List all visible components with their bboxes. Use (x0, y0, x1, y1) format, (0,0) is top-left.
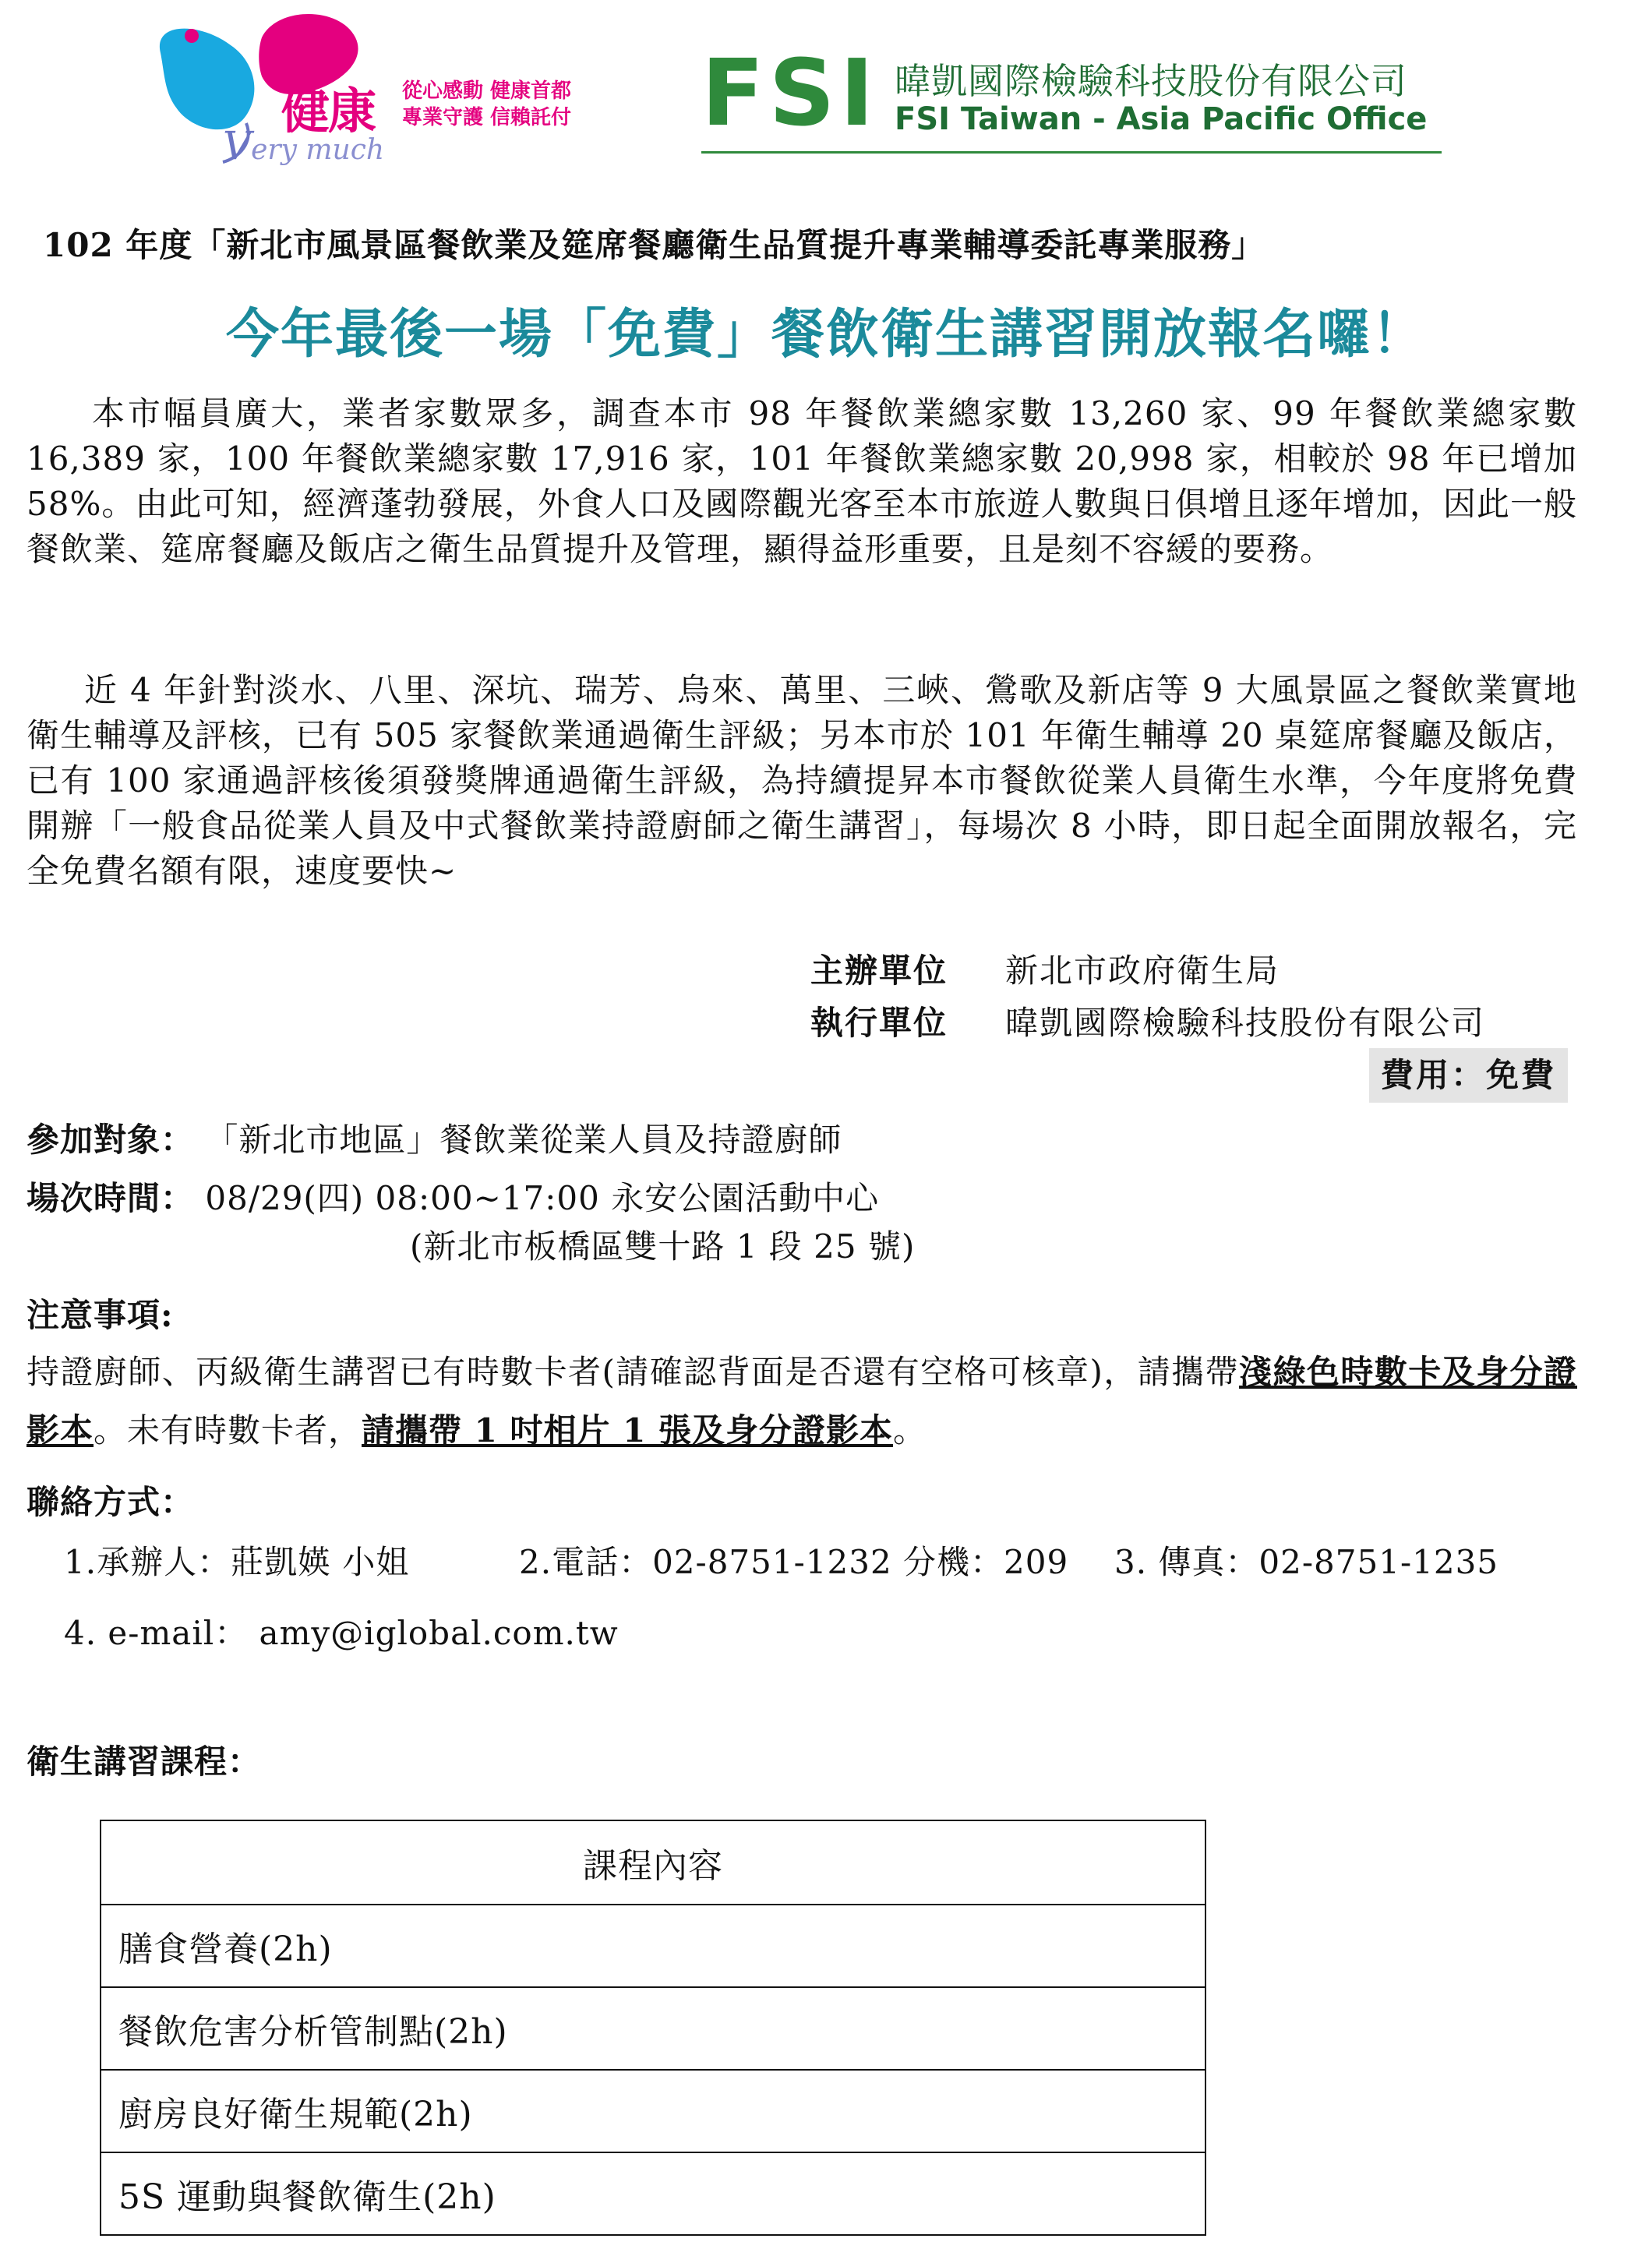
session-row (26, 1173, 879, 1220)
table-row (101, 2070, 1205, 2152)
session-value: 08/29(四) 08:00~17:00 永安公園活動中心 (205, 1179, 880, 1217)
contact-email: 4. e-mail： amy@iglobal.com.tw (64, 1614, 619, 1652)
session-address: (新北市板橋區雙十路 1 段 25 號) (410, 1227, 916, 1266)
notes-heading: 注意事項: (26, 1296, 174, 1334)
contact-person: 1.承辦人：莊凱媖 小姐 (64, 1543, 410, 1581)
course-cell: 膳食營養(2h) (101, 1905, 1205, 1987)
fsi-mark: FSI (701, 39, 879, 147)
logo-sub-rest: ery much (251, 134, 385, 166)
audience-label: 參加對象： (26, 1121, 195, 1159)
fsi-logo (701, 39, 1442, 156)
organizer-host-row (810, 945, 1280, 992)
host-value: 新北市政府衛生局 (1005, 952, 1280, 990)
notes-text-2: 。未有時數卡者， (94, 1411, 362, 1449)
table-row (101, 1905, 1205, 1987)
session-label: 場次時間： (26, 1179, 195, 1217)
courses-heading: 衛生講習課程： (26, 1742, 262, 1781)
notes-text-3: 。 (892, 1411, 927, 1449)
headline: 今年最後一場「免費」餐飲衛生講習開放報名囉！ (225, 304, 1426, 365)
audience-row (26, 1114, 842, 1161)
notes-text-1: 持證廚師、丙級衛生講習已有時數卡者(請確認背面是否還有空格可核章)，請攜帶 (26, 1353, 1240, 1391)
course-table (100, 1820, 1206, 2236)
table-header-row (101, 1820, 1205, 1905)
fee-badge: 費用：免費 (1369, 1048, 1568, 1103)
course-cell: 餐飲危害分析管制點(2h) (101, 1987, 1205, 2070)
exec-label: 執行單位 (810, 1004, 948, 1042)
audience-value: 「新北市地區」餐飲業從業人員及持證廚師 (205, 1121, 842, 1159)
health-logo (145, 6, 581, 170)
table-row (101, 1987, 1205, 2070)
company-name-en: FSI Taiwan - Asia Pacific Office (895, 101, 1428, 137)
notes-emphasis-1: 淺綠色時數卡及身分證影本 (26, 1353, 1577, 1449)
notes-text (26, 1343, 1577, 1460)
host-label: 主辦單位 (810, 952, 948, 990)
program-paragraph: 近 4 年針對淡水、八里、深坑、瑞芳、烏來、萬里、三峽、鶯歌及新店等 9 大風景區之餐飲業實地衛生輔導及評核，已有 505 家餐飲業通過衛生評級；另本市於 101 年衛生輔導 20 桌筵席餐廳及飯店，已有 100 家通過評核後須發獎牌通過衛生評級，為持續提昇本市餐飲從業人員衛生水準，今年度將免費開辦「一般食品從業人員及中式餐飲業持證廚師之衛生講習」，每場次 8 小時，即日起全面開放報名，完全免費名額有限，速度要快~ (26, 671, 1577, 890)
logo-sub-initial: V (223, 123, 252, 168)
organizer-exec-row (810, 997, 1485, 1044)
intro-paragraph: 本市幅員廣大，業者家數眾多，調查本市 98 年餐飲業總家數 13,260 家、99 年餐飲業總家數 16,389 家，100 年餐飲業總家數 17,916 家，101 年餐飲業總家數 20,998 家，相較於 98 年已增加 58%。由此可知，經濟蓬勃發展，外食人口及國際觀光客至本市旅遊人數與日俱增且逐年增加，因此一般餐飲業、筵席餐廳及飯店之衛生品質提升及管理，顯得益形重要，且是刻不容緩的要務。 (26, 394, 1577, 568)
project-title: 102 年度「新北市風景區餐飲業及筵席餐廳衛生品質提升專業輔導委託專業服務」 (43, 226, 1265, 264)
notes-emphasis-2: 請攜帶 1 吋相片 1 張及身分證影本 (362, 1411, 893, 1449)
contact-phone: 2.電話：02-8751-1232 分機：209 (519, 1543, 1069, 1581)
course-cell: 廚房良好衛生規範(2h) (101, 2070, 1205, 2152)
logo-main-text: 健康 (281, 83, 376, 139)
logo-sub-text (223, 123, 384, 168)
table-header-cell: 課程內容 (101, 1820, 1205, 1905)
company-name-cn: 暐凱國際檢驗科技股份有限公司 (895, 60, 1407, 102)
logo-tagline-1: 從心感動 健康首都 (402, 79, 572, 103)
exec-value: 暐凱國際檢驗科技股份有限公司 (1005, 1004, 1486, 1042)
contact-fax: 3. 傳真：02-8751-1235 (1114, 1543, 1499, 1581)
logo-tagline-2: 專業守護 信賴託付 (402, 106, 572, 129)
table-row (101, 2152, 1205, 2235)
contact-heading: 聯絡方式： (26, 1483, 195, 1521)
course-cell: 5S 運動與餐飲衛生(2h) (101, 2152, 1205, 2235)
logo-divider (701, 151, 1442, 154)
